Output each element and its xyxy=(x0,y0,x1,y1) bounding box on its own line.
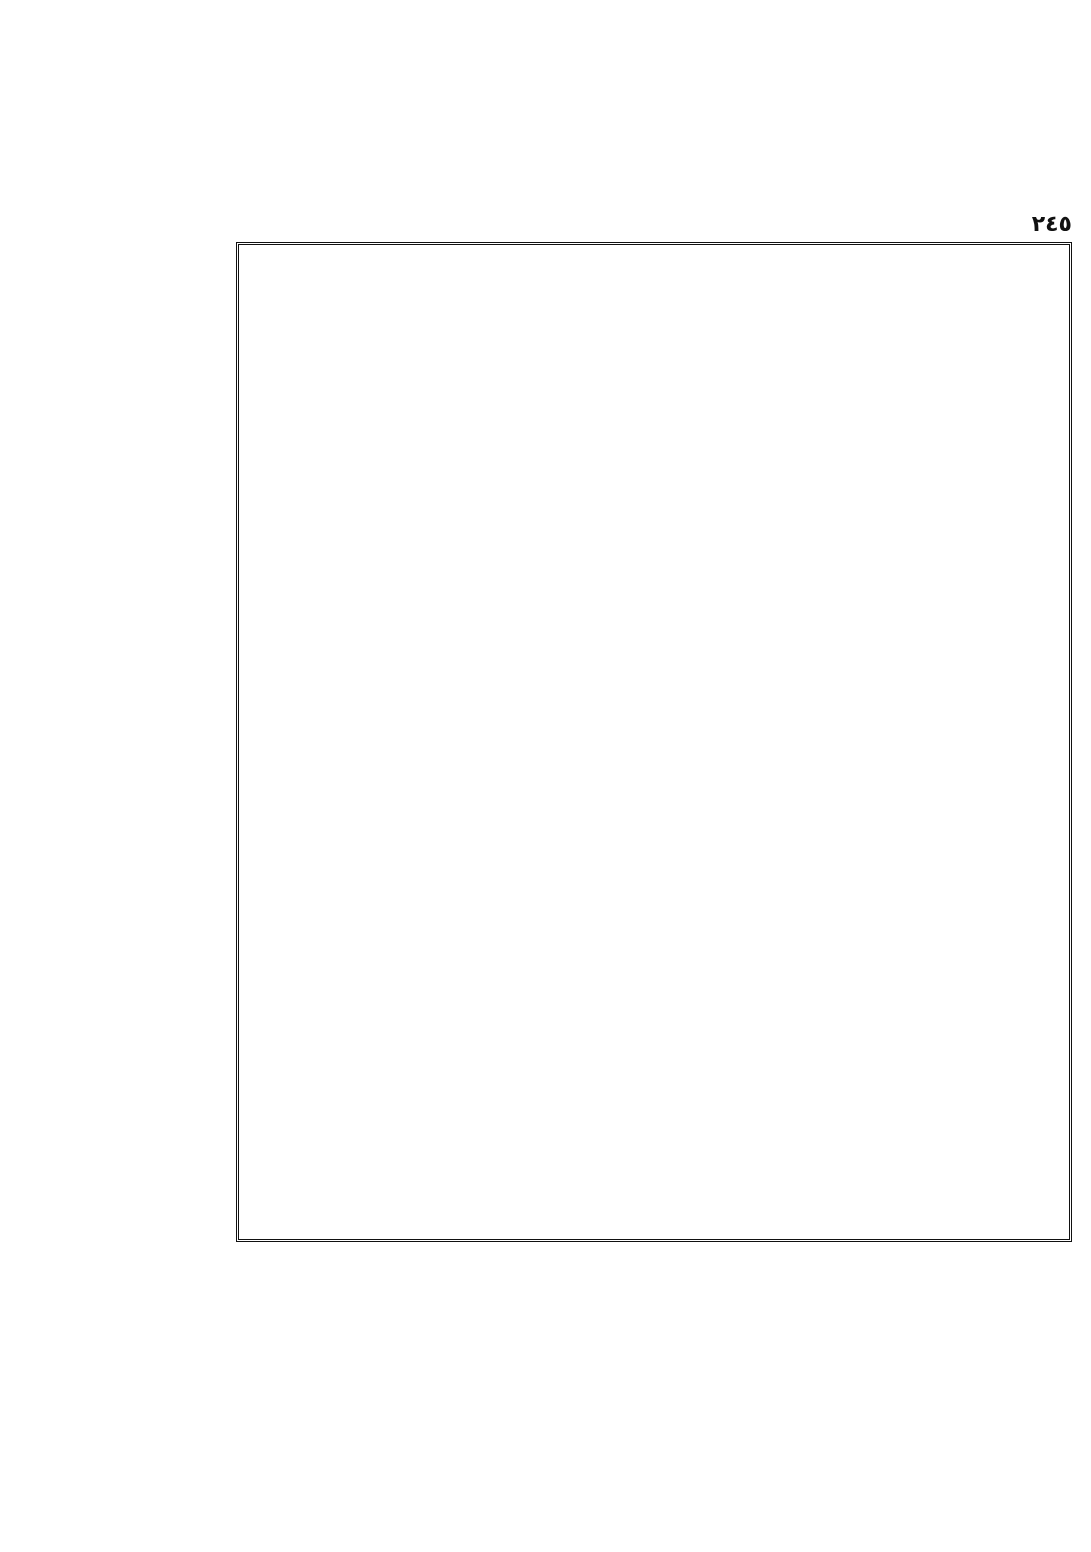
main-line xyxy=(249,1005,1059,1038)
main-line xyxy=(249,776,1059,809)
margin-line xyxy=(16,424,222,459)
main-line xyxy=(249,284,1059,317)
margin-line xyxy=(16,879,222,914)
main-line xyxy=(249,546,1059,579)
margin-gloss-column xyxy=(16,214,222,1404)
main-line xyxy=(249,448,1059,481)
margin-line xyxy=(16,914,222,949)
main-line xyxy=(249,481,1059,514)
page-number: ٢٤٥ xyxy=(1031,212,1072,237)
footer-line xyxy=(14,1323,1078,1358)
main-commentary-frame xyxy=(236,242,1072,1242)
footer-text-block xyxy=(14,1254,1078,1530)
footer-line xyxy=(14,1496,1078,1531)
main-line xyxy=(249,710,1059,743)
main-line xyxy=(249,1202,1059,1235)
footer-line xyxy=(14,1254,1078,1289)
margin-line xyxy=(16,284,222,319)
main-line xyxy=(249,1038,1059,1071)
main-line xyxy=(249,743,1059,776)
main-line xyxy=(249,382,1059,415)
main-line xyxy=(249,907,1059,940)
margin-line xyxy=(16,214,222,249)
header-line xyxy=(14,4,1078,38)
margin-line xyxy=(16,844,222,879)
main-line xyxy=(249,317,1059,350)
main-line xyxy=(249,940,1059,973)
main-line xyxy=(249,1137,1059,1170)
margin-line xyxy=(16,599,222,634)
footer-line xyxy=(14,1461,1078,1496)
main-line xyxy=(249,809,1059,842)
main-line xyxy=(249,1104,1059,1137)
margin-line xyxy=(16,809,222,844)
footer-line xyxy=(14,1427,1078,1462)
main-line xyxy=(249,513,1059,546)
margin-line xyxy=(16,389,222,424)
header-text-block xyxy=(14,4,1078,242)
margin-line xyxy=(16,1089,222,1124)
margin-line xyxy=(16,529,222,564)
main-line xyxy=(249,579,1059,612)
main-line xyxy=(249,677,1059,710)
margin-line xyxy=(16,1159,222,1194)
margin-line xyxy=(16,459,222,494)
margin-line xyxy=(16,1019,222,1054)
main-line xyxy=(249,1071,1059,1104)
header-line xyxy=(14,38,1078,72)
margin-line xyxy=(16,669,222,704)
margin-line xyxy=(16,1194,222,1229)
margin-line xyxy=(16,564,222,599)
margin-line xyxy=(16,319,222,354)
margin-line xyxy=(16,249,222,284)
margin-line xyxy=(16,354,222,389)
header-line xyxy=(14,72,1078,106)
main-line xyxy=(249,874,1059,907)
margin-line xyxy=(16,739,222,774)
main-line xyxy=(249,251,1059,284)
header-line xyxy=(14,106,1078,140)
header-line xyxy=(14,140,1078,174)
margin-line xyxy=(16,494,222,529)
footer-line xyxy=(14,1289,1078,1324)
margin-line xyxy=(16,704,222,739)
main-line xyxy=(249,415,1059,448)
header-line xyxy=(14,174,1078,208)
main-line xyxy=(249,973,1059,1006)
main-line xyxy=(249,841,1059,874)
margin-line xyxy=(16,634,222,669)
margin-line xyxy=(16,984,222,1019)
main-line xyxy=(249,349,1059,382)
main-line xyxy=(249,645,1059,678)
main-line xyxy=(249,1169,1059,1202)
footer-line xyxy=(14,1358,1078,1393)
margin-line xyxy=(16,949,222,984)
footer-line xyxy=(14,1392,1078,1427)
margin-line xyxy=(16,1124,222,1159)
margin-line xyxy=(16,1054,222,1089)
margin-line xyxy=(16,774,222,809)
main-line xyxy=(249,612,1059,645)
